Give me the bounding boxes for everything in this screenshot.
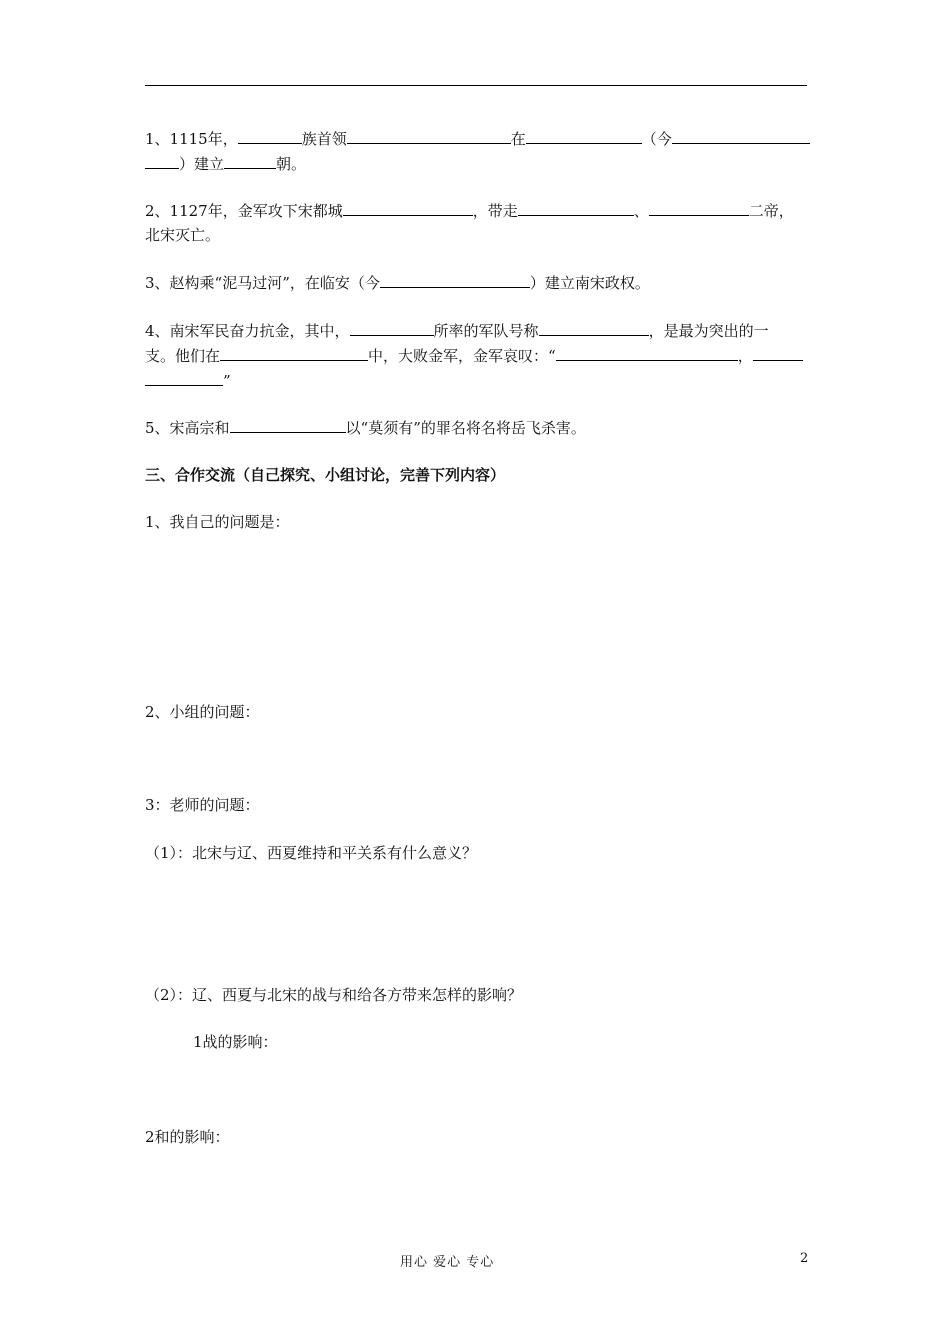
q5-text-a: 5、宋高宗和 xyxy=(145,419,230,437)
question-5-line xyxy=(145,417,586,438)
q3-text-b: ）建立南宋政权。 xyxy=(529,274,650,292)
my-question-label: 1、我自己的问题是： xyxy=(145,513,290,531)
group-question-label: 2、小组的问题： xyxy=(145,703,260,721)
teacher-question-2: （2）：辽、西夏与北宋的战与和给各方带来怎样的影响？ xyxy=(145,986,523,1004)
question-3-line xyxy=(145,272,650,293)
q4-text-g: ” xyxy=(223,372,231,390)
q1-blank-dynasty[interactable] xyxy=(224,153,276,169)
q1-text-a: 1、1115年， xyxy=(145,130,238,148)
question-1-line-1 xyxy=(145,128,810,149)
q4-blank-lament-1[interactable] xyxy=(556,345,738,361)
q3-blank-modern-place[interactable] xyxy=(380,272,530,288)
q4-blank-battle[interactable] xyxy=(220,345,368,361)
section-3-heading: 三、合作交流（自己探究、小组讨论，完善下列内容） xyxy=(145,466,506,484)
q1-blank-place[interactable] xyxy=(526,128,642,144)
q1-blank-modern-place[interactable] xyxy=(672,128,810,144)
q2-text-a: 2、1127年，金军攻下宋都城 xyxy=(145,202,343,220)
q2-blank-capital[interactable] xyxy=(343,200,473,216)
q5-blank-conspirator[interactable] xyxy=(230,417,346,433)
teacher-question-1: （1）：北宋与辽、西夏维持和平关系有什么意义？ xyxy=(145,844,478,862)
question-1-line-2 xyxy=(145,153,306,174)
q2-text-d: 二帝， xyxy=(748,202,794,220)
q1-blank-ethnic[interactable] xyxy=(238,128,302,144)
question-2-line-1 xyxy=(145,200,794,221)
question-2-line-2 xyxy=(145,225,220,245)
q2-blank-emperor-2[interactable] xyxy=(649,200,749,216)
q4-text-c: ，是最为突出的一 xyxy=(648,322,769,340)
q1-text-f: 朝。 xyxy=(276,155,307,173)
q3-text-a: 3、赵构乘“泥马过河”，在临安（今 xyxy=(145,274,380,292)
peace-impact-label: 2和的影响： xyxy=(145,1128,230,1146)
question-4-line-3 xyxy=(145,370,231,391)
q4-text-f: ， xyxy=(737,347,753,365)
question-4-line-1 xyxy=(145,320,769,341)
q2-text-c: 、 xyxy=(633,202,649,220)
q1-text-d: （今 xyxy=(641,130,672,148)
q1-blank-modern-place-cont[interactable] xyxy=(145,153,179,169)
question-4-line-2 xyxy=(145,345,803,366)
q2-text-e: 北宋灭亡。 xyxy=(145,226,221,244)
q4-blank-lament-2[interactable] xyxy=(753,345,803,361)
q2-blank-emperor-1[interactable] xyxy=(518,200,634,216)
q1-text-c: 在 xyxy=(510,130,526,148)
header-rule xyxy=(145,85,807,86)
war-impact-label: 1战的影响： xyxy=(193,1033,278,1051)
teacher-question-label: 3：老师的问题： xyxy=(145,796,260,814)
q4-text-a: 4、南宋军民奋力抗金，其中， xyxy=(145,322,350,340)
q4-blank-lament-2-cont[interactable] xyxy=(145,370,223,386)
footer-motto: 用心 爱心 专心 xyxy=(400,1255,495,1270)
q4-blank-army-name[interactable] xyxy=(539,320,649,336)
page-number: 2 xyxy=(800,1251,809,1266)
q1-text-b: 族首领 xyxy=(301,130,347,148)
q1-blank-leader[interactable] xyxy=(347,128,511,144)
q5-text-b: 以“莫须有”的罪名将名将岳飞杀害。 xyxy=(345,419,586,437)
q2-text-b: ，带走 xyxy=(472,202,518,220)
q4-blank-general[interactable] xyxy=(350,320,434,336)
q4-text-e: 中，大败金军，金军哀叹：“ xyxy=(368,347,556,365)
q4-text-b: 所率的军队号称 xyxy=(433,322,539,340)
q4-text-d: 支。他们在 xyxy=(145,347,221,365)
q1-text-e: ）建立 xyxy=(179,155,225,173)
